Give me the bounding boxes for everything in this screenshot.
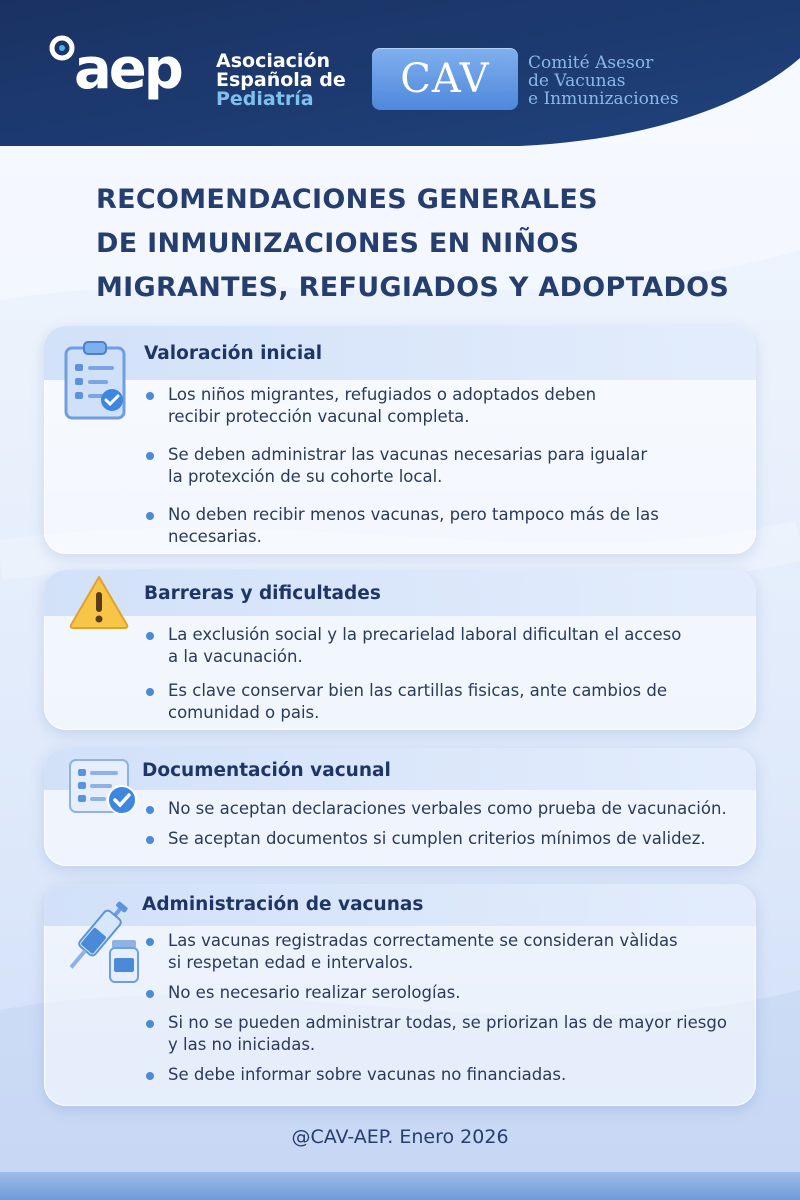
bullet-line: Si no se pueden administrar todas, se priorizan las de mayor riesgo (168, 1013, 727, 1032)
title-line-2: DE INMUNIZACIONES EN NIÑOS (96, 228, 580, 259)
warning-icon (68, 574, 130, 630)
section-bullets (146, 930, 727, 1086)
bullet-line: la protexción de su cohorte local. (168, 467, 443, 486)
bullet-line: No deben recibir menos vacunas, pero tampoco más de las (168, 505, 659, 524)
aep-name-line-3: Pediatría (216, 88, 314, 110)
bullet-item (146, 444, 659, 488)
bullet-item (146, 680, 681, 724)
bullet-item (146, 828, 727, 850)
cav-name-line-1: Comité Asesor (528, 53, 654, 73)
bullet-line: si respetan edad e intervalos. (168, 953, 414, 972)
page-title (96, 178, 756, 310)
header-banner (0, 0, 800, 150)
bullet-item (146, 930, 727, 974)
title-line-1: RECOMENDACIONES GENERALES (96, 184, 598, 215)
bullet-item (146, 384, 659, 428)
bullet-item (146, 1012, 727, 1056)
bullet-line: Se debe informar sobre vacunas no financiadas. (168, 1065, 567, 1084)
bullet-line: Las vacunas registradas correctamente se consideran vàlidas (168, 931, 678, 950)
section-title: Administración de vacunas (142, 894, 424, 915)
bullet-line: y las no iniciadas. (168, 1035, 316, 1054)
syringe-vial-icon (60, 888, 144, 988)
bullet-line: La exclusión social y la precarielad laboral dificultan el acceso (168, 625, 682, 644)
section-title: Valoración inicial (144, 343, 323, 364)
bullet-line: No se aceptan declaraciones verbales como prueba de vacunación. (168, 799, 727, 818)
bullet-line: recibir protección vacunal completa. (168, 407, 470, 426)
section-card-documentacion (44, 748, 756, 866)
document-check-icon (66, 756, 140, 818)
bullet-item (146, 504, 659, 548)
bullet-line: Se aceptan documentos si cumplen criterios mínimos de validez. (168, 829, 706, 848)
bullet-line: No es necesario realizar serologías. (168, 983, 461, 1002)
cav-logo: CAV (372, 48, 518, 110)
section-bullets (146, 624, 681, 724)
cav-organization-name (528, 54, 679, 108)
section-title: Barreras y dificultades (144, 583, 381, 604)
bullet-item (146, 624, 681, 668)
bullet-line: comunidad o pais. (168, 703, 320, 722)
bullet-line: Los niños migrantes, refugiados o adoptados deben (168, 385, 597, 404)
bullet-line: Se deben administrar las vacunas necesarias para igualar (168, 445, 648, 464)
bottom-band (0, 1172, 800, 1200)
section-bullets (146, 798, 727, 850)
bullet-item (146, 798, 727, 820)
bullet-line: Es clave conservar bien las cartillas fisicas, ante cambios de (168, 681, 667, 700)
bullet-line: necesarias. (168, 527, 262, 546)
section-card-valoracion (44, 326, 756, 554)
aep-name-line-1: Asociación (216, 50, 331, 72)
aep-organization-name (216, 52, 346, 109)
bullet-line: a la vacunación. (168, 647, 303, 666)
section-title: Documentación vacunal (142, 760, 391, 781)
cav-name-line-2: de Vacunas (528, 71, 626, 91)
section-bullets (146, 384, 659, 548)
cav-name-line-3: e Inmunizaciones (528, 89, 679, 109)
section-card-administracion (44, 884, 756, 1106)
aep-name-line-2: Española de (216, 69, 346, 91)
aep-logo (48, 30, 218, 110)
section-card-barreras (44, 570, 756, 730)
title-line-3: MIGRANTES, REFUGIADOS Y ADOPTADOS (96, 272, 730, 303)
bullet-item (146, 1064, 727, 1086)
bullet-item (146, 982, 727, 1004)
footer-credit: @CAV-AEP. Enero 2026 (291, 1126, 509, 1148)
clipboard-check-icon (60, 340, 132, 422)
aep-letters: aep (74, 37, 181, 102)
